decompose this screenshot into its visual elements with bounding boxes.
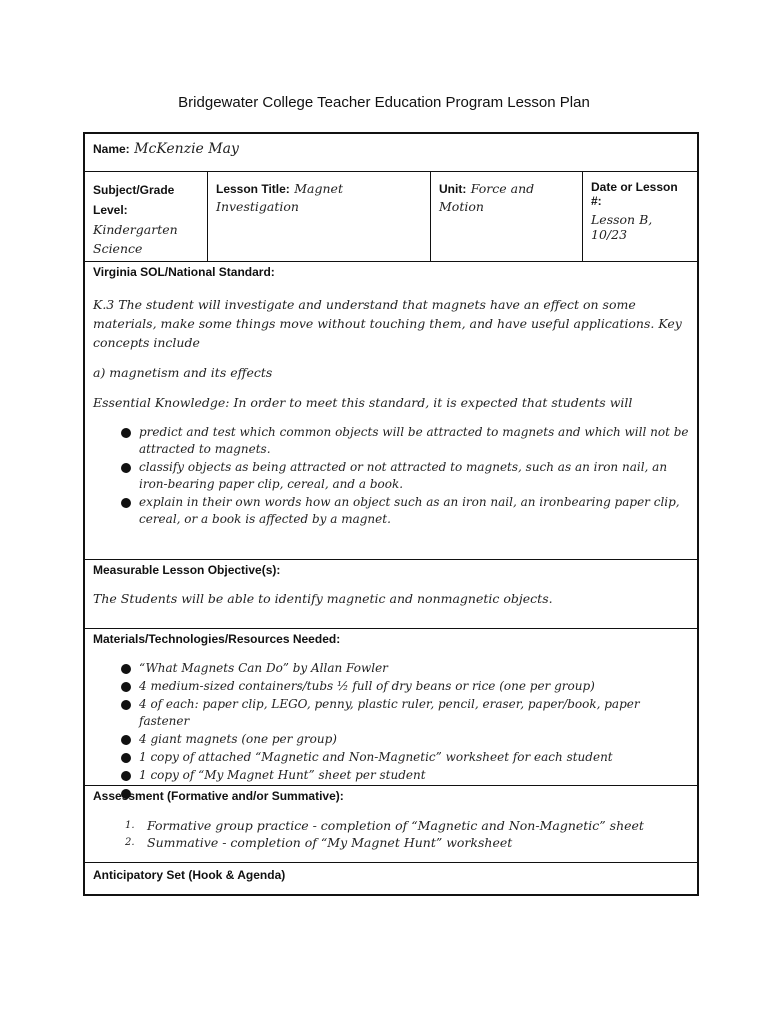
- standard-concept: a) magnetism and its effects: [93, 365, 273, 380]
- assessment-row: [85, 786, 697, 863]
- list-item: classify objects as being attracted or not attracted to magnets, such as an iron nail, an iron-bearing paper clip, cereal, and a book.: [93, 459, 689, 493]
- lesson-info-row: [85, 172, 697, 262]
- lesson-title-value: Magnet Investigation: [216, 181, 343, 214]
- date-label: Date or Lesson #:: [591, 180, 678, 208]
- standard-intro: K.3 The student will investigate and understand that magnets have an effect on some materials, make some things move without touching them, and have useful applications. Key concepts include: [93, 297, 682, 350]
- anticipatory-row: [85, 863, 697, 894]
- standard-row: [85, 262, 697, 560]
- unit-cell: [431, 172, 583, 261]
- name-value: McKenzie May: [134, 141, 239, 157]
- subject-label: Subject/Grade Level:: [93, 183, 175, 217]
- lesson-plan-table: [83, 132, 699, 896]
- materials-row: [85, 629, 697, 786]
- lesson-title-cell: [208, 172, 431, 261]
- objective-label: Measurable Lesson Objective(s):: [93, 563, 281, 577]
- list-item: explain in their own words how an object such as an iron nail, an ironbearing paper clip, cereal, or a book is affected by a magnet.: [93, 494, 689, 528]
- list-item: “What Magnets Can Do” by Allan Fowler: [93, 660, 689, 677]
- anticipatory-label: Anticipatory Set (Hook & Agenda): [93, 868, 286, 882]
- list-item: 4 giant magnets (one per group): [93, 731, 689, 748]
- objective-text: The Students will be able to identify magnetic and nonmagnetic objects.: [93, 591, 553, 606]
- unit-label: Unit:: [439, 182, 467, 196]
- unit-value: Force and Motion: [439, 181, 535, 214]
- objective-row: [85, 560, 697, 629]
- list-item: 1 copy of “My Magnet Hunt” sheet per student: [93, 767, 689, 784]
- list-item: predict and test which common objects will be attracted to magnets and which will not be attracted to magnets.: [93, 424, 689, 458]
- materials-label: Materials/Technologies/Resources Needed:: [93, 632, 341, 646]
- document-title: Bridgewater College Teacher Education Program Lesson Plan: [178, 94, 590, 111]
- list-item: 1. Formative group practice - completion of “Magnetic and Non-Magnetic” sheet: [125, 818, 644, 833]
- lesson-title-label: Lesson Title:: [216, 182, 290, 196]
- list-item: 2. Summative - completion of “My Magnet Hunt” worksheet: [125, 835, 513, 850]
- list-item: 4 medium-sized containers/tubs ½ full of dry beans or rice (one per group): [93, 678, 689, 695]
- subject-value: Kindergarten Science: [93, 222, 178, 256]
- standard-label: Virginia SOL/National Standard:: [93, 265, 275, 279]
- list-item: 1 copy of attached “Magnetic and Non-Magnetic” worksheet for each student: [93, 749, 689, 766]
- list-item: 4 of each: paper clip, LEGO, penny, plastic ruler, pencil, eraser, paper/book, paper fastener: [93, 696, 689, 730]
- subject-cell: [85, 172, 208, 261]
- essential-knowledge: Essential Knowledge: In order to meet this standard, it is expected that students will: [93, 395, 633, 410]
- date-value: Lesson B, 10/23: [591, 212, 653, 242]
- assessment-label: Assessment (Formative and/or Summative):: [93, 789, 344, 803]
- name-label: Name:: [93, 142, 130, 156]
- date-cell: [583, 172, 697, 261]
- name-row: [85, 134, 697, 172]
